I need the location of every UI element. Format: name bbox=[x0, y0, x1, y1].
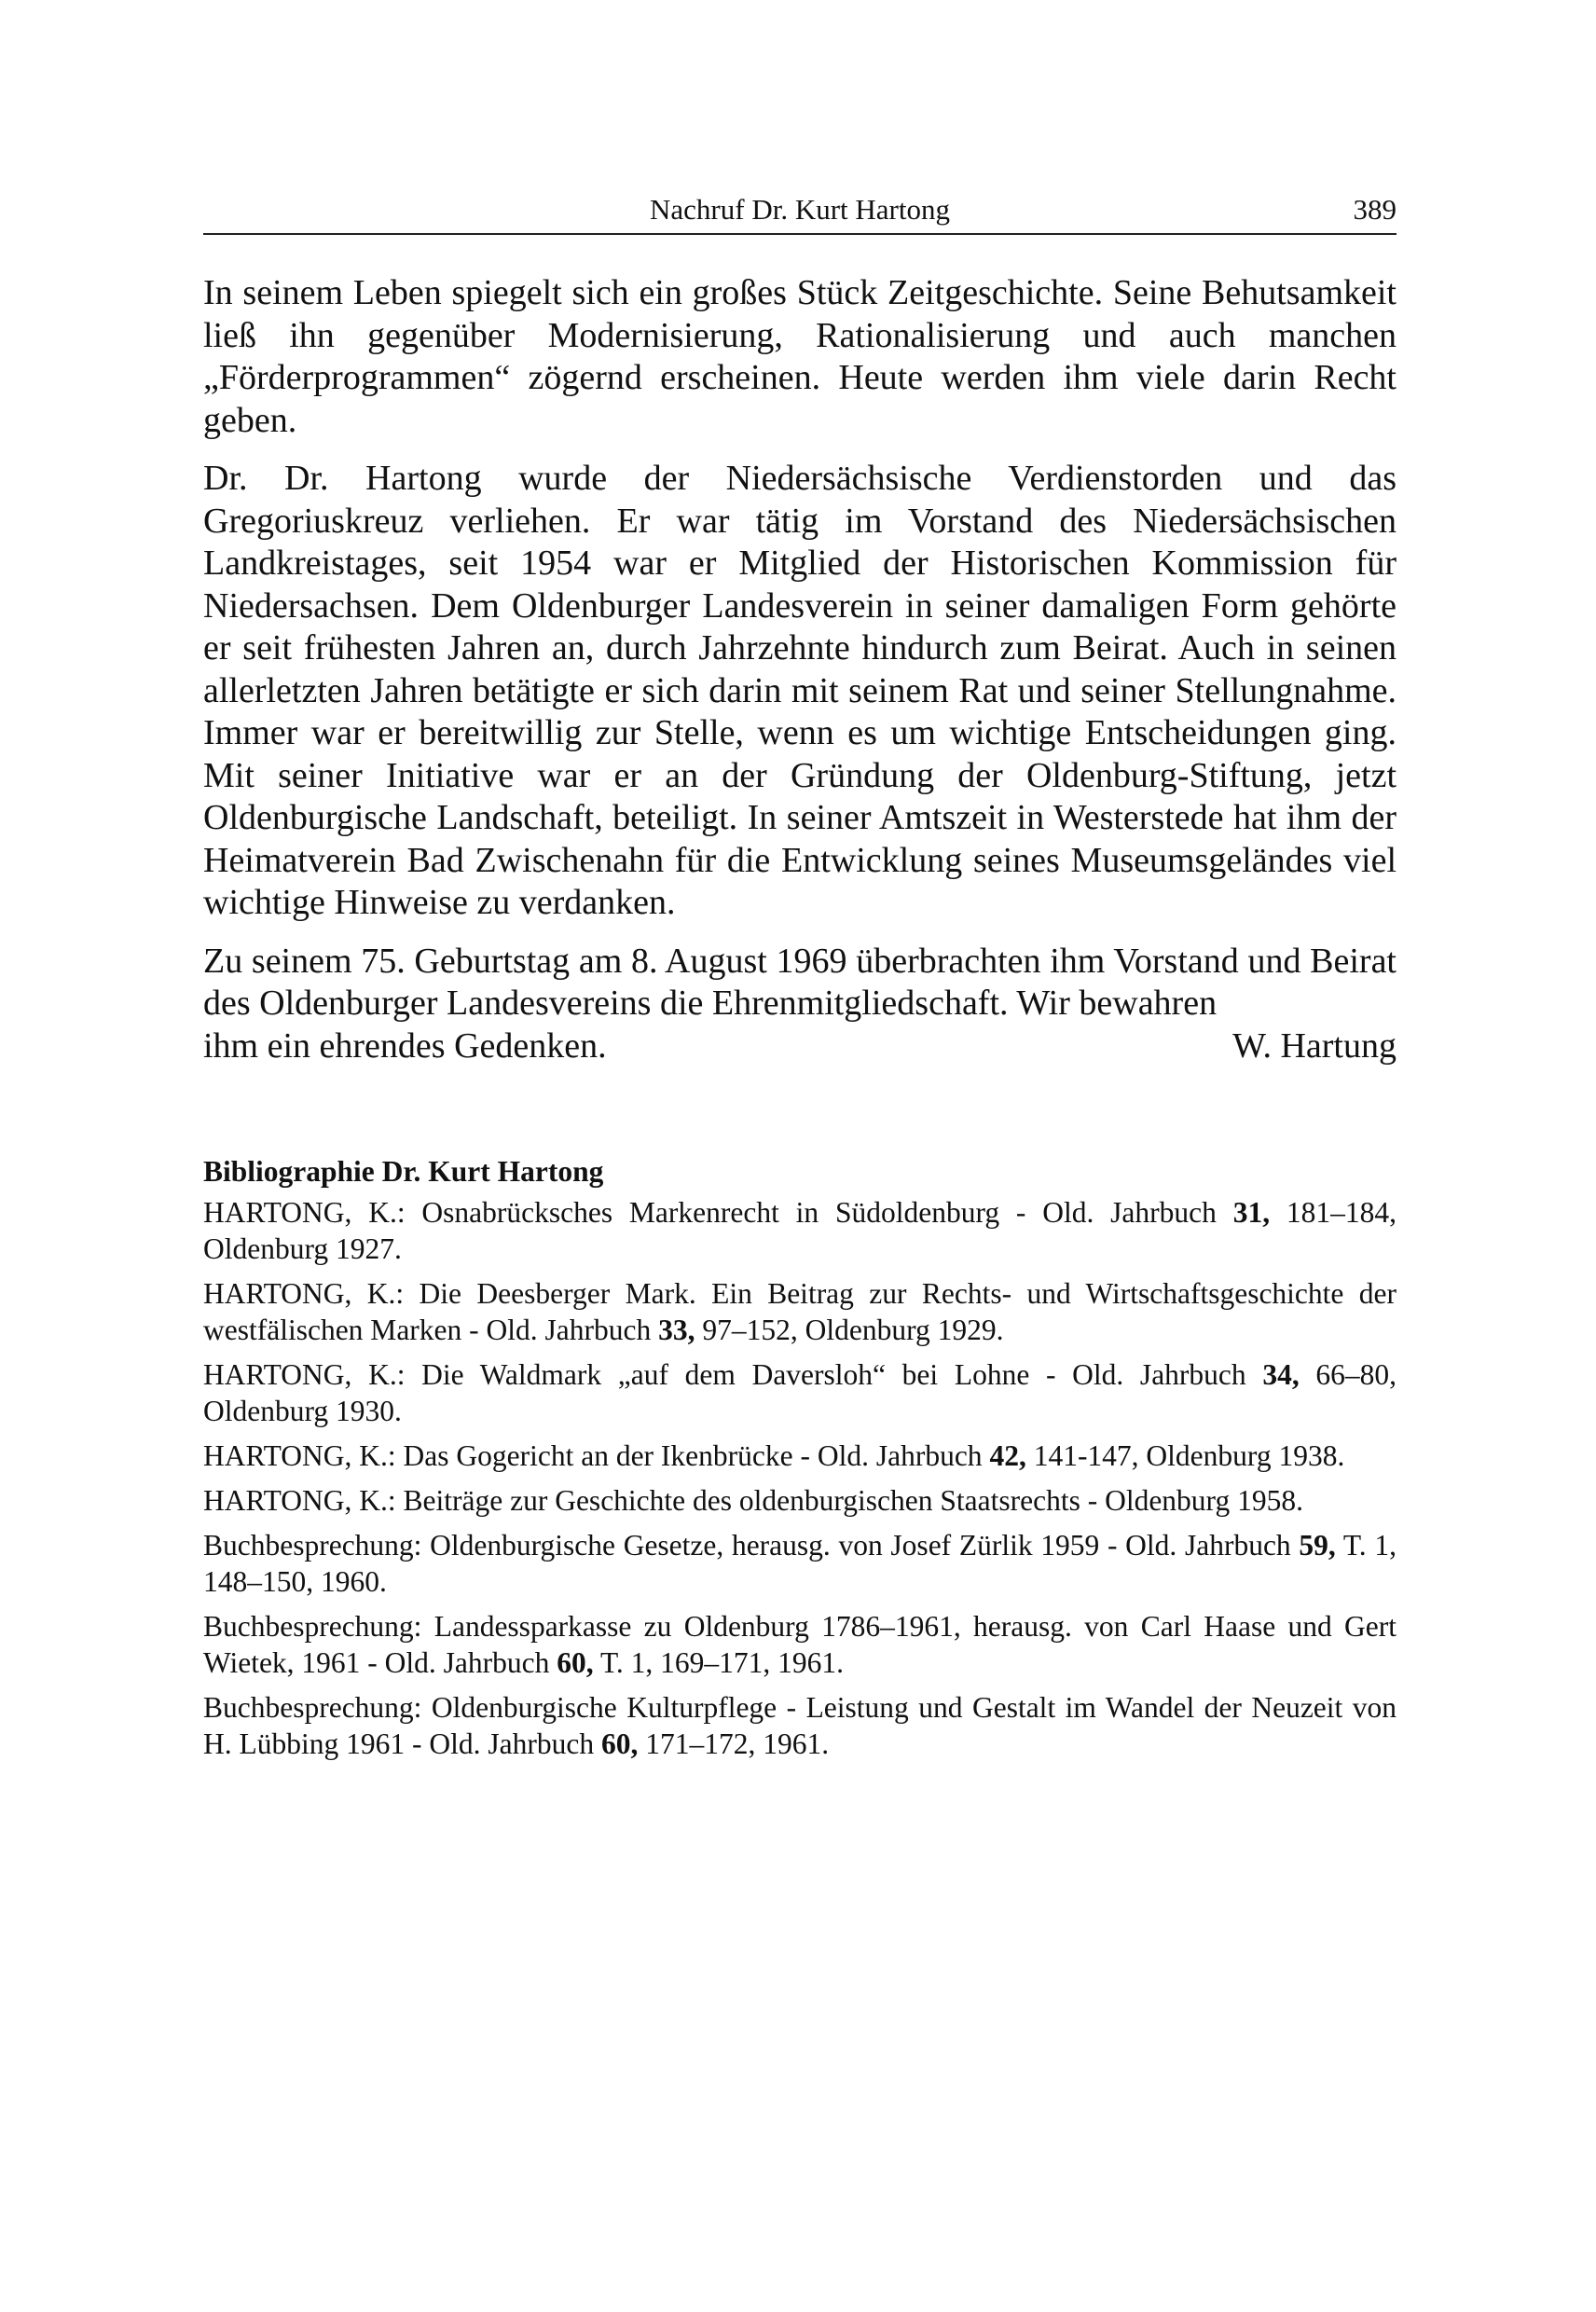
bibliography-entry: Buchbesprechung: Oldenburgische Gesetze, herausg. von Josef Zürlik 1959 - Old. Jahrbuch 59, T. 1, 148–150, 1960. bbox=[203, 1529, 1396, 1598]
bibliography bbox=[203, 1153, 1396, 1762]
bibliography-entry: Buchbesprechung: Oldenburgische Kulturpflege - Leistung und Gestalt im Wandel der Neuzeit von H. Lübbing 1961 - Old. Jahrbuch 60, 171–172, 1961. bbox=[203, 1691, 1396, 1760]
paragraph bbox=[203, 941, 1396, 1068]
paragraph: Dr. Dr. Hartong wurde der Niedersächsische Verdienstorden und das Gregoriuskreuz verliehen. Er war tätig im Vorstand des Niedersächsischen Landkreistages, seit 1954 war er Mitglied der Historischen Kommission für Niedersachsen. Dem Oldenburger Landesverein in seiner damaligen Form gehörte er seit frühesten Jahren an, durch Jahrzehnte hindurch zum Beirat. Auch in seinen allerletzten Jahren betätigte er sich darin mit seinem Rat und seiner Stellungnahme. Immer war er bereitwillig zur Stelle, wenn es um wichtige Entscheidungen ging. Mit seiner Initiative war er an der Gründung der Oldenburg-Stiftung, jetzt Oldenburgische Landschaft, beteiligt. In seiner Amtszeit in Westerstede hat ihm der Heimatverein Bad Zwischenahn für die Entwicklung seines Museumsgeländes viel wichtige Hinweise zu verdanken. bbox=[203, 459, 1396, 922]
obituary-text bbox=[203, 272, 1396, 1067]
bibliography-entry: HARTONG, K.: Die Deesberger Mark. Ein Beitrag zur Rechts- und Wirtschaftsgeschichte der westfälischen Marken - Old. Jahrbuch 33, 97–152, Oldenburg 1929. bbox=[203, 1277, 1396, 1346]
bibliography-entry: HARTONG, K.: Das Gogericht an der Ikenbrücke - Old. Jahrbuch 42, 141-147, Oldenburg 1938. bbox=[203, 1439, 1345, 1472]
bibliography-entry: HARTONG, K.: Osnabrücksches Markenrecht in Südoldenburg - Old. Jahrbuch 31, 181–184, Oldenburg 1927. bbox=[203, 1196, 1396, 1265]
bibliography-entry: HARTONG, K.: Die Waldmark „auf dem Daversloh“ bei Lohne - Old. Jahrbuch 34, 66–80, Oldenburg 1930. bbox=[203, 1358, 1396, 1427]
header-title: Nachruf Dr. Kurt Hartong bbox=[650, 193, 950, 226]
page bbox=[203, 186, 1396, 1770]
closing-text: ihm ein ehrendes Gedenken. bbox=[203, 1025, 607, 1066]
closing-line bbox=[203, 1025, 1396, 1068]
bibliography-heading: Bibliographie Dr. Kurt Hartong bbox=[203, 1155, 604, 1188]
paragraph-text: Zu seinem 75. Geburtstag am 8. August 1969 überbrachten ihm Vorstand und Beirat des Oldenburger Landesvereins die Ehrenmitgliedschaft. Wir bewahren bbox=[203, 941, 1396, 1023]
author-signature: W. Hartung bbox=[1232, 1025, 1396, 1066]
paragraph: In seinem Leben spiegelt sich ein großes Stück Zeitgeschichte. Seine Behutsamkeit ließ ihn gegenüber Modernisierung, Rationalisierung und auch manchen „Förderprogrammen“ zögernd erscheinen. Heute werden ihm viele darin Recht geben. bbox=[203, 273, 1396, 440]
page-number: 389 bbox=[1353, 193, 1396, 226]
bibliography-entry: HARTONG, K.: Beiträge zur Geschichte des oldenburgischen Staatsrechts - Oldenburg 1958. bbox=[203, 1484, 1303, 1517]
running-header bbox=[203, 186, 1396, 235]
bibliography-entry: Buchbesprechung: Landessparkasse zu Oldenburg 1786–1961, herausg. von Carl Haase und Gert Wietek, 1961 - Old. Jahrbuch 60, T. 1, 169–171, 1961. bbox=[203, 1610, 1396, 1679]
